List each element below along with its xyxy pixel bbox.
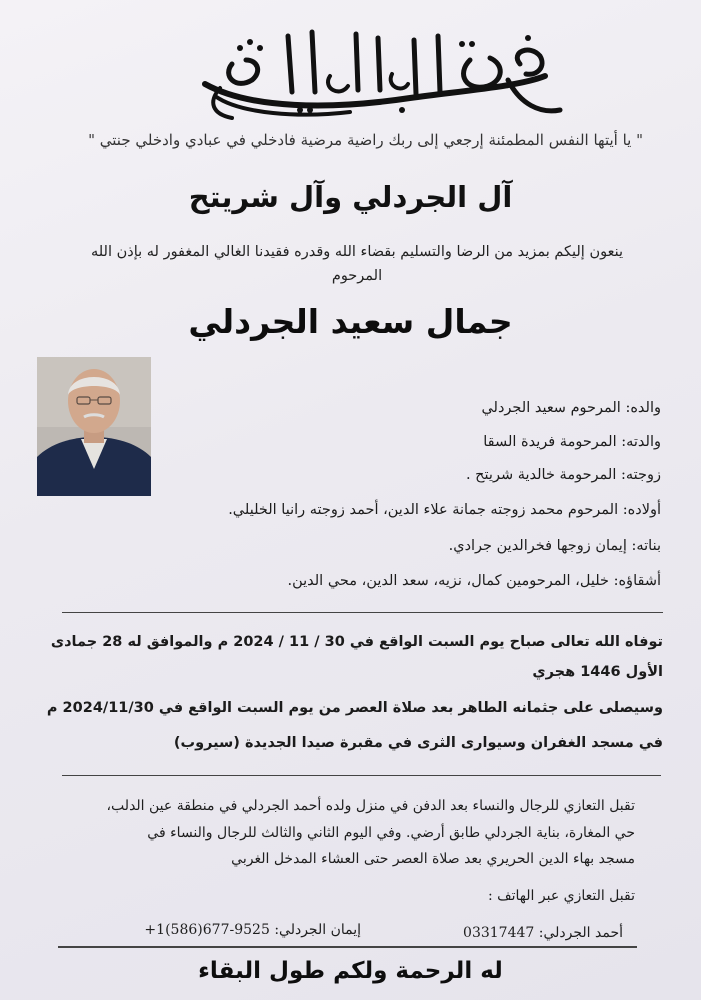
relative-value: المرحوم سعيد الجردلي bbox=[481, 400, 626, 416]
phone-name: أحمد الجردلي: bbox=[534, 925, 623, 941]
divider bbox=[62, 612, 663, 613]
relative-daughters bbox=[449, 538, 661, 554]
quran-verse: " يا أيتها النفس المطمئنة إرجعي إلى ربك راضية مرضية فادخلي في عبادي وادخلي جنتي " bbox=[88, 131, 643, 149]
death-notice-line: توفاه الله تعالى صباح يوم السبت الواقع في 30 / 11 / 2024 م والموافق له 28 جمادى bbox=[50, 634, 663, 650]
relative-label: والدته: bbox=[621, 434, 661, 450]
phone-entry-ahmad bbox=[463, 925, 623, 941]
relative-label: زوجته: bbox=[620, 467, 661, 483]
condolences-line: مسجد بهاء الدين الحريري بعد صلاة العصر حتى العشاء المدخل الغربي bbox=[231, 851, 635, 867]
deceased-photo bbox=[37, 357, 151, 496]
divider bbox=[62, 775, 661, 776]
relative-sons bbox=[228, 502, 661, 518]
phone-name: إيمان الجردلي: bbox=[274, 922, 361, 938]
calligraphy-header bbox=[0, 14, 701, 124]
relative-father bbox=[481, 400, 661, 416]
relative-label: بناته: bbox=[631, 538, 661, 554]
families-heading: آل الجردلي وآل شريتح bbox=[188, 180, 513, 214]
relative-label: والده: bbox=[625, 400, 661, 416]
funeral-prayer-line: وسيصلى على جثمانه الطاهر بعد صلاة العصر من يوم السبت الواقع في 2024/11/30 م bbox=[46, 700, 663, 716]
death-notice-line: الأول 1446 هجري bbox=[532, 664, 663, 680]
relative-value: المرحومة فريدة السقا bbox=[483, 434, 622, 450]
relative-siblings bbox=[287, 573, 661, 589]
condolences-line: تقبل التعازي للرجال والنساء بعد الدفن في منزل ولده أحمد الجردلي في منطقة عين الدلب، bbox=[106, 798, 635, 814]
burial-line: في مسجد الغفران وسيوارى الثرى في مقبرة صيدا الجديدة (سيروب) bbox=[173, 735, 663, 751]
relative-value: المرحوم محمد زوجته جمانة علاء الدين، أحمد زوجته رانيا الخليلي. bbox=[228, 502, 623, 518]
phone-number: 03317447 bbox=[463, 925, 535, 941]
announcement bbox=[91, 240, 623, 288]
relative-label: أشقاؤه: bbox=[613, 573, 661, 589]
phone-number: 9525-677(586)1+ bbox=[144, 922, 270, 938]
condolences-line: حي المغارة، بناية الجردلي طابق أرضي. وفي اليوم الثاني والثالث للرجال والنساء في bbox=[147, 825, 635, 841]
announcement-line: ينعون إليكم بمزيد من الرضا والتسليم بقضاء الله وقدره فقيدنا الغالي المغفور له بإذن الله bbox=[90, 244, 623, 260]
phone-entry-iman bbox=[144, 922, 361, 938]
phone-intro: تقبل التعازي عبر الهاتف : bbox=[487, 888, 635, 904]
divider bbox=[58, 946, 637, 948]
announcement-line: المرحوم bbox=[331, 268, 383, 284]
relative-label: أولاده: bbox=[622, 502, 661, 518]
relative-mother bbox=[483, 434, 661, 450]
relative-wife bbox=[466, 467, 661, 483]
deceased-name: جمال سعيد الجردلي bbox=[188, 302, 513, 341]
closing-phrase: له الرحمة ولكم طول البقاء bbox=[198, 958, 503, 984]
relative-value: المرحومة خالدية شريتح . bbox=[465, 467, 621, 483]
relative-value: إيمان زوجها فخرالدين جرادي. bbox=[448, 538, 632, 554]
relative-value: خليل، المرحومين كمال، نزيه، سعد الدين، محي الدين. bbox=[287, 573, 614, 589]
